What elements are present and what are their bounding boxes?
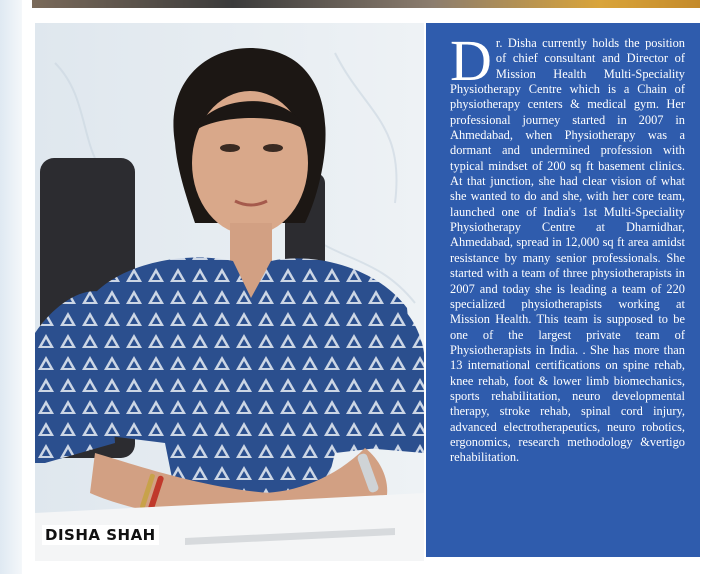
portrait-photo [35,23,424,561]
portrait-illustration [35,23,424,561]
drop-cap: D [450,28,492,93]
previous-article-strip [32,0,700,8]
page-edge [0,0,22,574]
bio-paragraph [450,28,685,466]
bio-text: r. Disha currently holds the position of chief consultant and Director of Mission Health Multi-Speciality Physiotherapy Centre which is a Chain of physiotherapy centers & medical gym. Her professional journey started in 2007 in Ahmedabad, when Physiotherapy was a dormant and undermined profession with typical mindset of 200 sq ft basement clinics. At that junction, she had clear vision of what she wanted to do and she, with her core team, launched one of India's 1st Multi-Speciality Physiotherapy Centre at Dharnidhar, Ahmedabad, spread in 12,000 sq ft area amidst resistance by many senior professionals. She started with a team of three physiotherapists in 2007 and today she is leading a team of 220 specialized physiotherapists working at Mission Health. This team is supposed to be one of the largest private team of Physiotherapists in India. . She has more than 13 international certifications on spine rehab, knee rehab, foot & lower limb biomechanics, sports rehabilitation, neuro developmental therapy, stroke rehab, spinal cord injury, advanced electrotherapeutics, neuro robotics, ergonomics, research methodology &vertigo rehabilitation. [450,36,685,465]
photo-caption: DISHA SHAH [42,525,159,545]
bio-box [426,23,700,557]
